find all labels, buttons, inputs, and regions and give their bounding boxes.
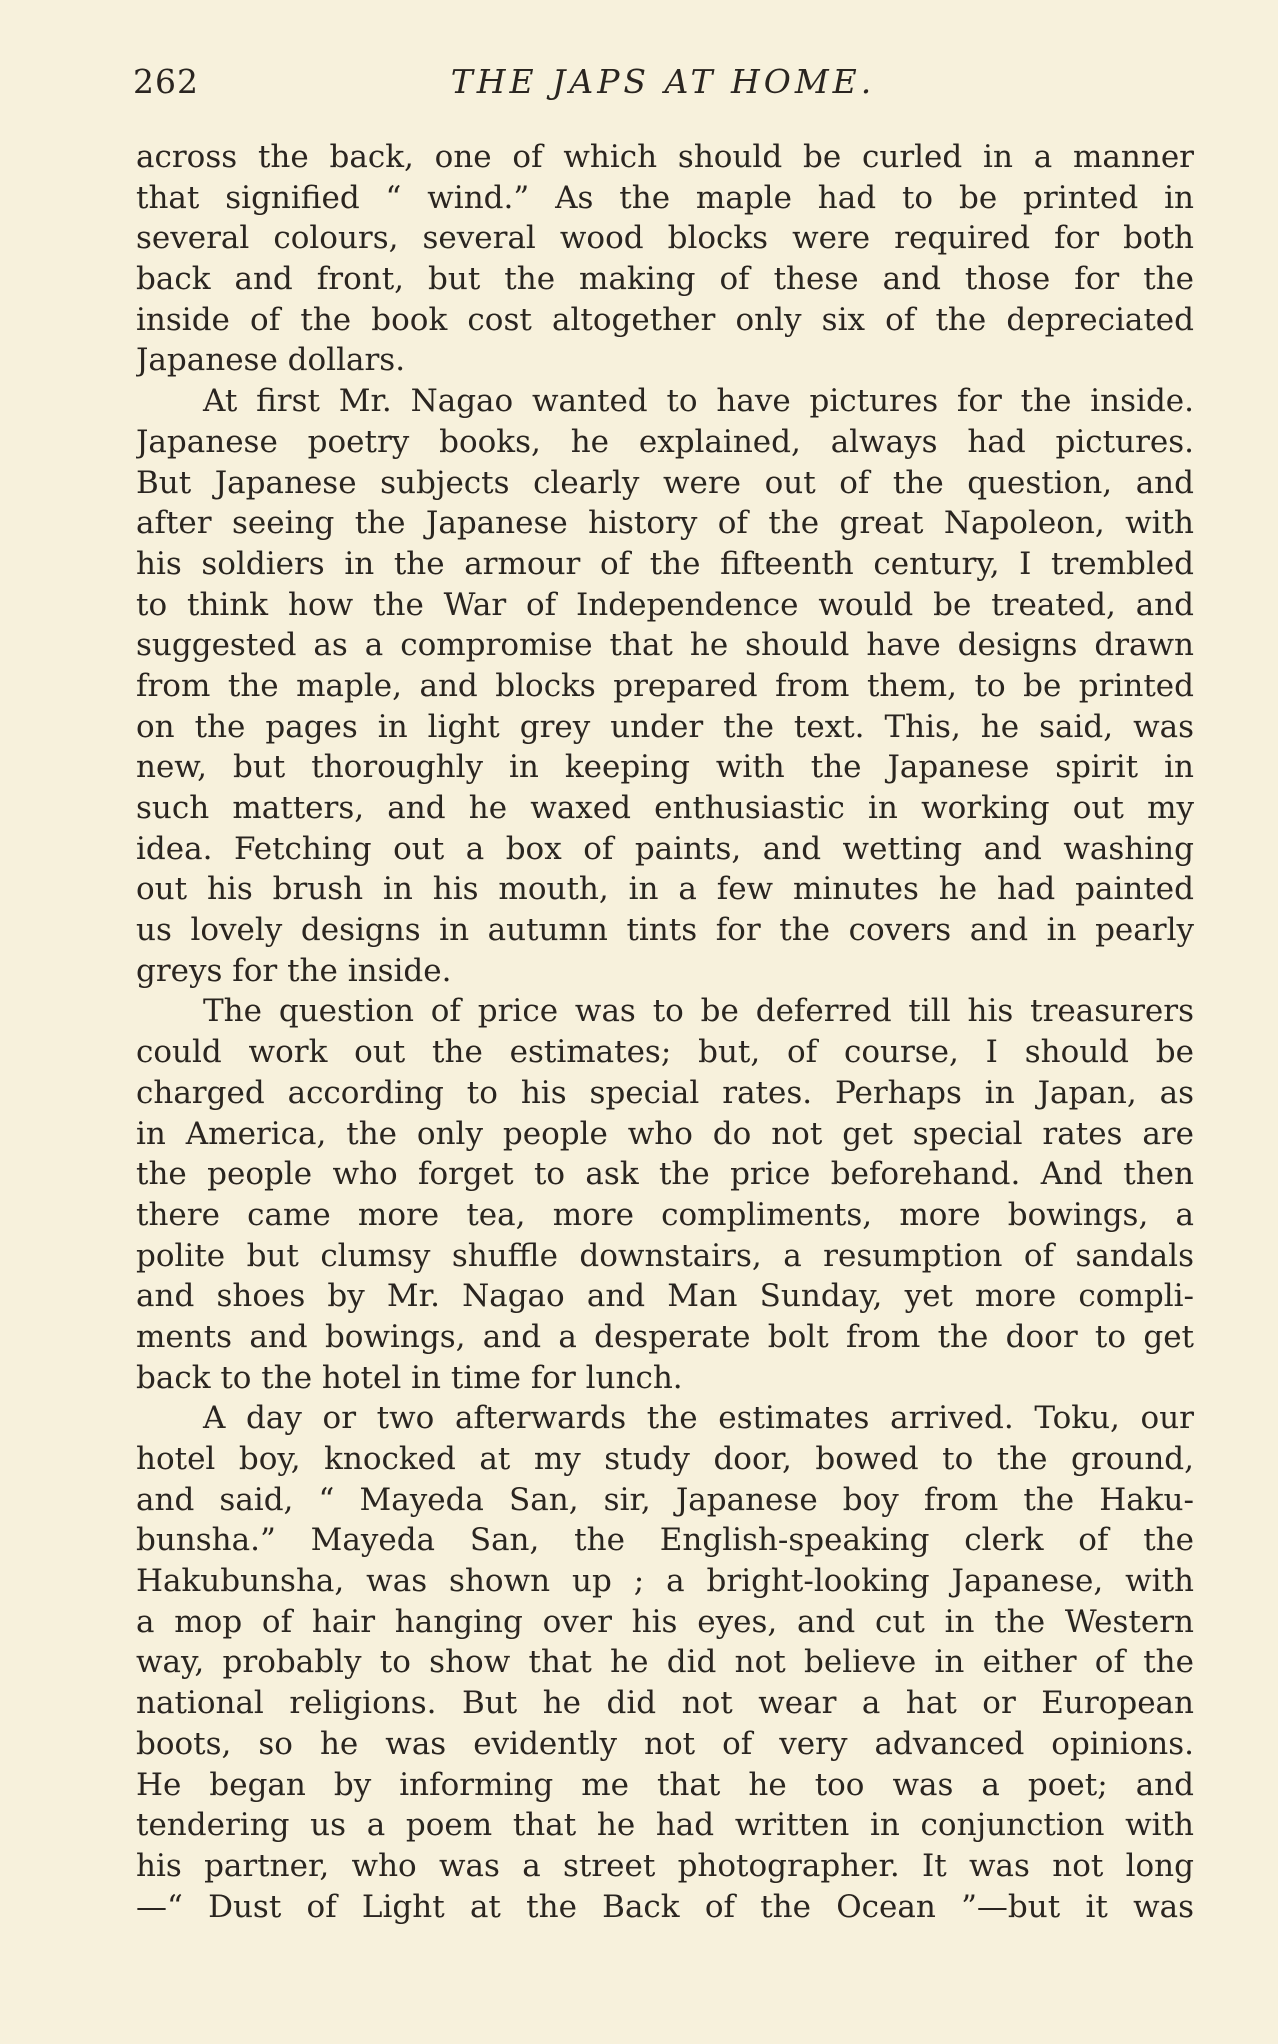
text-line: after seeing the Japanese history of the great Napoleon, with <box>136 505 1194 542</box>
text-line: inside of the book cost altogether only six of the depreciated <box>136 301 1194 338</box>
text-line: across the back, one of which should be curled in a manner <box>136 139 1194 175</box>
text-line: that signified “ wind.” As the maple had to be printed in <box>136 179 1194 216</box>
text-line: there came more tea, more compliments, more bowings, a <box>136 1196 1194 1233</box>
text-line: hotel boy, knocked at my study door, bowed to the ground, <box>136 1441 1194 1477</box>
text-line: But Japanese subjects clearly were out of the question, and <box>136 464 1194 501</box>
text-line: At first Mr. Nagao wanted to have pictures for the inside. <box>203 383 1194 420</box>
text-line: tendering us a poem that he had written in conjunction with <box>136 1807 1194 1844</box>
text-line: boots, so he was evidently not of very advanced opinions. <box>136 1725 1194 1762</box>
page-number: 262 <box>133 62 199 101</box>
page-header <box>133 62 1193 110</box>
text-line: Japanese dollars. <box>136 342 406 379</box>
running-title: THE JAPS AT HOME. <box>450 62 876 101</box>
text-line: a mop of hair hanging over his eyes, and cut in the Western <box>136 1603 1194 1640</box>
text-line: Japanese poetry books, he explained, always had pictures. <box>136 423 1194 460</box>
text-line: his partner, who was a street photographer. It was not long <box>136 1847 1194 1884</box>
text-line: and shoes by Mr. Nagao and Man Sunday, yet more compli- <box>136 1278 1194 1315</box>
text-line: on the pages in light grey under the text. This, he said, was <box>136 708 1194 745</box>
text-line: The question of price was to be deferred till his treasurers <box>203 993 1194 1030</box>
text-line: and said, “ Mayeda San, sir, Japanese boy from the Haku- <box>136 1481 1194 1518</box>
text-line: way, probably to show that he did not believe in either of the <box>136 1644 1194 1681</box>
text-line: could work out the estimates; but, of course, I should be <box>136 1034 1194 1071</box>
text-line: back to the hotel in time for lunch. <box>136 1359 683 1396</box>
text-line: his soldiers in the armour of the fifteenth century, I trembled <box>136 545 1194 582</box>
text-line: suggested as a compromise that he should have designs drawn <box>136 627 1194 664</box>
text-line: charged according to his special rates. Perhaps in Japan, as <box>136 1074 1194 1111</box>
text-line: in America, the only people who do not get special rates are <box>136 1115 1194 1152</box>
text-line: several colours, several wood blocks were required for both <box>136 220 1194 257</box>
body-text <box>136 137 1194 1927</box>
text-line: new, but thoroughly in keeping with the Japanese spirit in <box>136 749 1194 786</box>
text-line: —“ Dust of Light at the Back of the Ocean ”—but it was <box>136 1888 1194 1925</box>
text-line: the people who forget to ask the price beforehand. And then <box>136 1156 1194 1193</box>
text-line: such matters, and he waxed enthusiastic in working out my <box>136 790 1194 826</box>
text-line: A day or two afterwards the estimates arrived. Toku, our <box>203 1400 1194 1437</box>
text-line: from the maple, and blocks prepared from them, to be printed <box>136 667 1194 704</box>
text-line: ments and bowings, and a desperate bolt from the door to get <box>136 1318 1194 1355</box>
text-line: greys for the inside. <box>136 952 452 989</box>
text-line: us lovely designs in autumn tints for the covers and in pearly <box>136 912 1194 949</box>
text-line: polite but clumsy shuffle downstairs, a resumption of sandals <box>136 1237 1194 1274</box>
text-line: back and front, but the making of these and those for the <box>136 261 1194 298</box>
text-line: Hakubunsha, was shown up ; a bright-looking Japanese, with <box>136 1563 1194 1600</box>
text-line: national religions. But he did not wear a hat or European <box>136 1685 1194 1722</box>
text-line: bunsha.” Mayeda San, the English-speaking clerk of the <box>136 1522 1194 1559</box>
text-line: idea. Fetching out a box of paints, and wetting and washing <box>136 830 1194 867</box>
text-line: to think how the War of Independence would be treated, and <box>136 586 1194 623</box>
text-line: He began by informing me that he too was a poet; and <box>136 1766 1194 1803</box>
text-line: out his brush in his mouth, in a few minutes he had painted <box>136 871 1194 908</box>
